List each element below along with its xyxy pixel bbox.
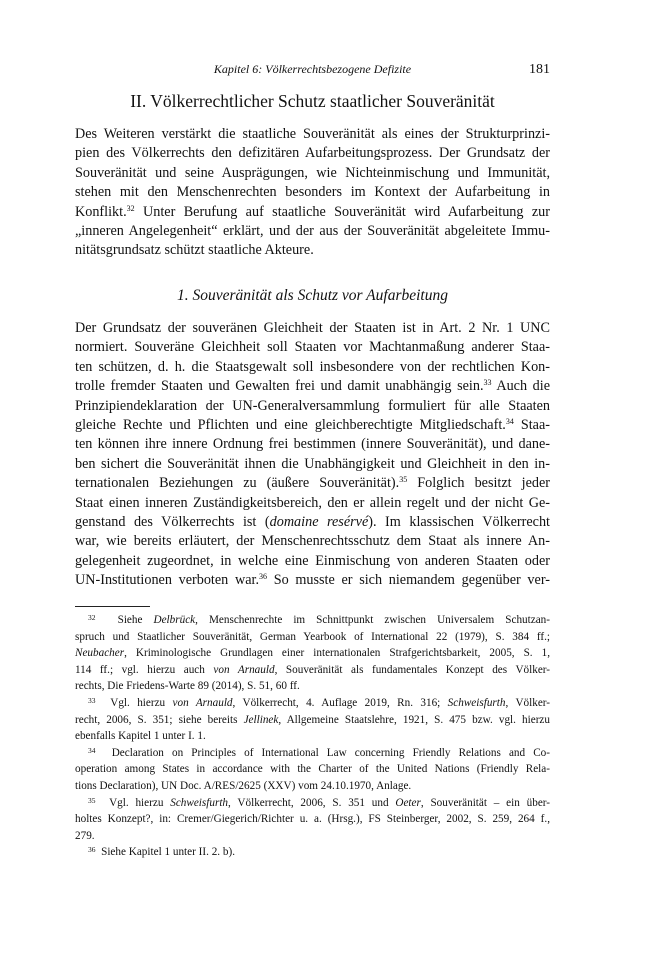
text-span: recht, 2006, S. 351; siehe bereits <box>75 713 244 726</box>
text-span: gleiche Rechte und Pflichten und eine gleichberechtigte Mitgliedschaft. <box>75 416 506 433</box>
author-name: Delbrück <box>153 614 196 626</box>
footnote-ref-32: 32 <box>126 203 135 213</box>
text-span: , Kriminologische Grundlagen einer internationalen Strafgerichtsbarkeit, 2005, S. 1, <box>124 647 550 660</box>
author-name: Oeter <box>395 796 421 809</box>
text-span: Vgl. hierzu <box>109 796 171 809</box>
text-line: pien des Völkerrechts den defizitären Aufarbeitungsprozess. Der Grundsatz der <box>75 145 550 162</box>
text-line: ben sichert die Souveränität ihnen die Unabhängigkeit und Gleichheit in den in- <box>75 455 550 472</box>
footnote-33-line: ebenfalls Kapitel 1 unter I. 1. <box>75 730 206 743</box>
text-span: ternationalen Beziehungen zu (äußere Souveränität). <box>75 475 400 492</box>
footnote-35-line: holtes Konzept?, in: Cremer/Giegerich/Richter u. a. (Hrsg.), FS Steinberger, 2002, S. 259, 264 f., <box>75 813 550 826</box>
text-span: genstand des Völkerrechts ist ( <box>75 513 270 530</box>
text-span: , Völker- <box>505 696 551 709</box>
footnote-mark: 36 <box>88 845 96 855</box>
text-line <box>75 416 550 435</box>
text-line <box>75 203 550 222</box>
text-line: Des Weiteren verstärkt die staatliche Souveränität als eines der Strukturprinzi- <box>75 126 550 142</box>
text-span: Folglich besitzt jeder <box>407 475 550 492</box>
text-span: , Allgemeine Staatslehre, 1921, S. 475 bzw. vgl. hierzu <box>278 713 550 726</box>
footnote-36-line <box>75 844 550 861</box>
text-line: „inneren Angelegenheit“ erklärt, und der aus der Souveränität abgeleitete Immu- <box>75 222 550 239</box>
footnote-32-line: rechts, Die Friedens-Warte 89 (2014), S. 51, 60 ff. <box>75 680 300 693</box>
paragraph-sovereignty <box>75 319 550 590</box>
author-name: Jellinek <box>243 713 279 726</box>
text-line <box>75 513 550 532</box>
text-span: , Völkerrecht, 4. Auflage 2019, Rn. 316; <box>232 696 448 709</box>
chapter-title: Kapitel 6: Völkerrechtsbezogene Defizite <box>213 62 412 76</box>
paragraph-intro <box>75 125 550 261</box>
page-number: 181 <box>529 62 550 77</box>
footnote-34-line <box>75 745 550 762</box>
section-heading: II. Völkerrechtlicher Schutz staatlicher Souveränität <box>130 91 495 111</box>
text-line: stehen mit den Menschenrechten besonders im Kontext der Aufarbeitung in <box>75 184 550 201</box>
author-name: Schweisfurth <box>447 696 506 709</box>
text-span: 114 ff.; vgl. hierzu auch <box>75 663 214 676</box>
author-name: Schweisfurth <box>170 796 229 809</box>
footnote-divider <box>75 606 150 607</box>
text-span: Vgl. hierzu <box>110 696 173 709</box>
footnote-33-line <box>75 712 550 729</box>
subsection-heading: 1. Souveränität als Schutz vor Aufarbeitung <box>177 287 448 304</box>
footnote-32-line <box>75 612 550 629</box>
footnote-mark: 32 <box>88 613 96 622</box>
text-span: So musste er sich niemandem gegenüber ver- <box>267 572 550 589</box>
footnote-35-line: 279. <box>75 829 95 842</box>
footnote-34-line: tions Declaration), UN Doc. A/RES/2625 (XXV) vom 24.10.1970, Anlage. <box>75 779 412 792</box>
author-name: Neubacher <box>75 647 125 660</box>
text-line: ten können ihre innere Ordnung frei bestimmen (innere Souveränität), und dane- <box>75 436 550 453</box>
text-line: Prinzipiendeklaration der UN-Generalversammlung formuliert für alle Staaten <box>75 397 550 414</box>
running-head <box>75 62 550 82</box>
footnote-mark: 35 <box>88 795 96 805</box>
text-span: , Souveränität – ein über- <box>420 796 551 809</box>
footnote-ref-33: 33 <box>483 378 492 388</box>
text-span: Siehe Kapitel 1 unter II. 2. b). <box>101 846 235 859</box>
text-span: Konflikt. <box>75 203 127 220</box>
italic-term: domaine resérvé <box>269 513 369 530</box>
text-line <box>75 571 550 590</box>
text-line <box>75 474 550 493</box>
text-span: trolle fremder Staaten und Gewalten frei und damit unabhängig sein. <box>75 378 484 395</box>
text-span: , Souveränität als fundamentales Konzept des Völker- <box>274 663 551 676</box>
author-name: von Arnauld <box>172 696 233 709</box>
footnote-32-line <box>75 662 550 679</box>
text-span: ). Im klassischen Völkerrecht <box>368 513 550 530</box>
text-line: Souveränität und seine Ausprägungen, wie Nichteinmischung und Immunität, <box>75 164 550 181</box>
text-line: Staat einen inneren Zuständigkeitsbereich, den er allein regelt und der nicht Ge- <box>75 494 550 511</box>
footnote-ref-36: 36 <box>259 572 267 582</box>
footnotes <box>75 612 550 861</box>
text-span: , Menschenrechte im Schnittpunkt zwischen Universalem Schutzan- <box>195 614 551 626</box>
text-span: UN-Institutionen verboten war. <box>75 572 259 589</box>
footnote-33-line <box>75 695 550 712</box>
footnote-35-line <box>75 795 550 812</box>
footnote-ref-35: 35 <box>399 475 408 485</box>
text-line: normiert. Souveräne Gleichheit soll Staaten vor Machtanmaßung anderer Staa- <box>75 339 550 356</box>
text-span: Declaration on Principles of International Law concerning Friendly Relations and Co- <box>111 746 550 759</box>
author-name: von Arnauld <box>213 663 275 676</box>
footnote-ref-34: 34 <box>505 416 514 426</box>
text-line: Der Grundsatz der souveränen Gleichheit der Staaten ist in Art. 2 Nr. 1 UNC <box>75 320 550 336</box>
text-span: Unter Berufung auf staatliche Souveränität wird Aufarbeitung zur <box>134 203 550 220</box>
footnote-32-line: spruch und Staatlicher Souveränität, German Yearbook of International 22 (1979), S. 384 ff.; <box>75 630 550 643</box>
text-span: Siehe <box>117 614 154 626</box>
text-line: gelegenheit zugeordnet, in welche eine Einmischung von anderen Staaten oder <box>75 552 550 569</box>
text-line: war, wie bereits erläutert, der Menschenrechtsschutz dem Staat als innere An- <box>75 533 550 550</box>
footnote-32-line <box>75 645 550 662</box>
text-span: , Völkerrecht, 2006, S. 351 und <box>228 796 396 809</box>
text-span: Auch die <box>491 378 550 395</box>
footnote-34-line: operation among States in accordance with the Charter of the United Nations (Friendly Rela- <box>75 763 550 776</box>
footnote-mark: 33 <box>88 695 96 705</box>
text-line <box>75 377 550 396</box>
text-line: ten schützen, d. h. die Staatsgewalt soll insbesondere von der rechtlichen Kon- <box>75 358 550 375</box>
text-line: nitätsgrundsatz schützt staatliche Akteure. <box>75 242 314 259</box>
text-span: Staa- <box>513 416 550 433</box>
footnote-mark: 34 <box>88 745 96 755</box>
